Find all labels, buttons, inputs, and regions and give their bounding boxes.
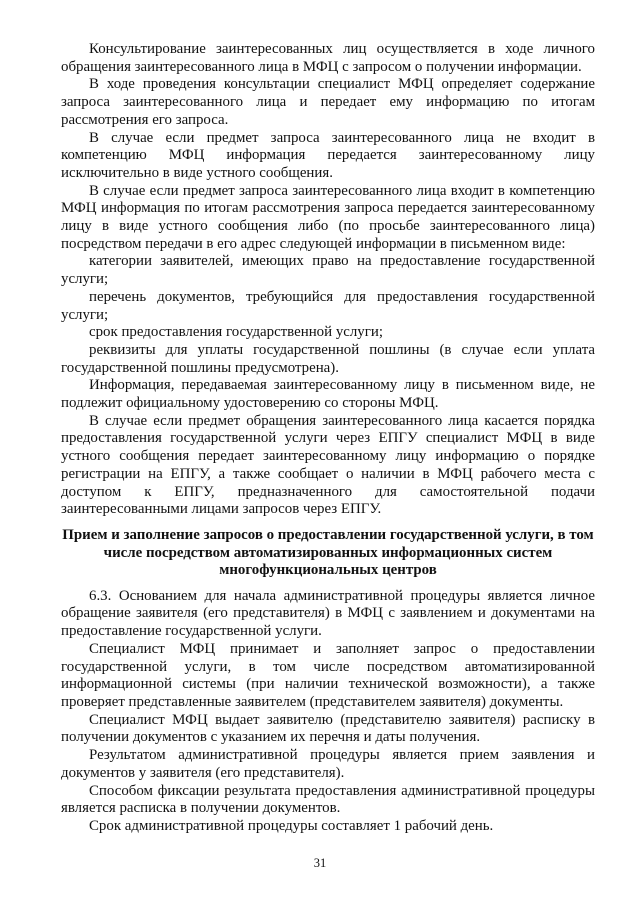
document-page bbox=[61, 41, 595, 836]
paragraph-fixation: Способом фиксации результата предоставления административной процедуры является расписка в получении документов. bbox=[61, 782, 595, 817]
page-number: 31 bbox=[313, 856, 327, 870]
paragraph-duration: Срок административной процедуры составляет 1 рабочий день. bbox=[89, 817, 494, 834]
paragraph-result: Результатом административной процедуры является прием заявления и документов у заявителя (его представителя). bbox=[61, 747, 595, 781]
paragraph-written-info: Информация, передаваемая заинтересованному лицу в письменном виде, не подлежит официальному удостоверению со стороны МФЦ. bbox=[61, 377, 595, 412]
section-heading: Прием и заполнение запросов о предоставлении государственной услуги, в том числе посредством автоматизированных информационных систем многофункциональных центров bbox=[62, 526, 594, 579]
paragraph-within-competence: В случае если предмет запроса заинтересованного лица входит в компетенцию МФЦ информация по итогам рассмотрения запроса передается заинтересованному лицу в виде устного сообщения либо (по просьбе заинтересованного лица) посредством передачи в его адрес следующей информации в письменном виде: bbox=[61, 182, 595, 252]
list-item-fee-details: реквизиты для уплаты государственной пошлины (в случае если уплата государственной пошлины предусмотрена). bbox=[61, 341, 595, 376]
list-item-service-term: срок предоставления государственной услуги; bbox=[89, 324, 383, 341]
paragraph-specialist-accepts: Специалист МФЦ принимает и заполняет запрос о предоставлении государственной услуги, в том числе посредством автоматизированной информационной системы (при наличии технической возможности), а также проверяет представленные заявителем (представителем заявителя) документы. bbox=[61, 640, 595, 710]
paragraph-specialist-receipt: Специалист МФЦ выдает заявителю (представителю заявителя) расписку в получении документов с указанием их перечня и даты получения. bbox=[61, 711, 595, 746]
paragraph-outside-competence: В случае если предмет запроса заинтересованного лица не входит в компетенцию МФЦ информация передается заинтересованному лицу исключительно в виде устного сообщения. bbox=[61, 129, 595, 181]
paragraph-6-3-basis: 6.3. Основанием для начала административной процедуры является личное обращение заявителя (его представителя) в МФЦ с заявлением и документами на предоставление государственной услуги. bbox=[61, 587, 595, 640]
paragraph-consultation-process: В ходе проведения консультации специалист МФЦ определяет содержание запроса заинтересованного лица и передает ему информацию по итогам рассмотрения его запроса. bbox=[61, 76, 595, 128]
list-item-document-list: перечень документов, требующийся для предоставления государственной услуги; bbox=[61, 288, 595, 323]
paragraph-consulting: Консультирование заинтересованных лиц осуществляется в ходе личного обращения заинтересованного лица в МФЦ с запросом о получении информации. bbox=[61, 41, 595, 75]
list-item-applicant-categories: категории заявителей, имеющих право на предоставление государственной услуги; bbox=[61, 253, 595, 288]
paragraph-epgu: В случае если предмет обращения заинтересованного лица касается порядка предоставления государственной услуги через ЕПГУ специалист МФЦ в виде устного сообщения передает заинтересованному лицу информацию о порядке регистрации на ЕПГУ, а также сообщает о наличии в МФЦ рабочего места с доступом к ЕПГУ, предназначенного для самостоятельной подачи заинтересованными лицами запросов через ЕПГУ. bbox=[61, 412, 595, 518]
